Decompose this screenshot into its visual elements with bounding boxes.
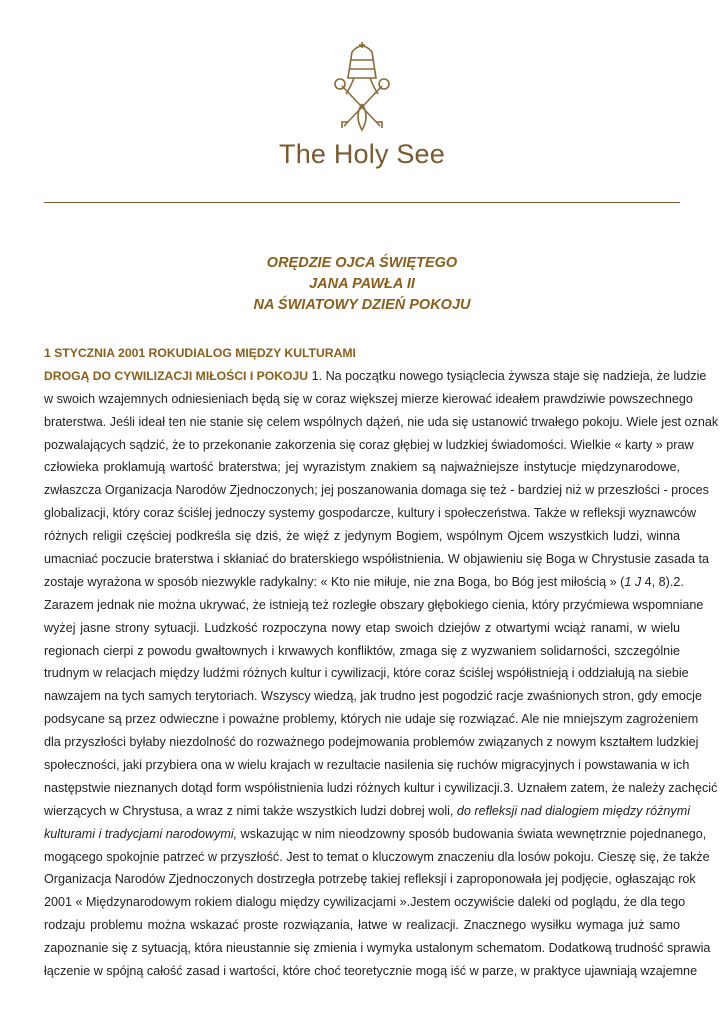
body-line: dla przyszłości byłaby niezdolność do rozważnego podejmowania problemów związanych z nowym kształtem ludzkiej bbox=[44, 735, 699, 750]
body-line: regionach cierpi z powodu gwałtownych i krwawych konfliktów, zmaga się z wyzwaniem solidarności, szczególnie bbox=[44, 643, 680, 658]
document-heading bbox=[0, 253, 724, 316]
body-line: pozwalających sądzić, że to przekonanie zakorzenia się coraz głębiej w ludzkiej świadomości. Wielkie « karty » praw bbox=[44, 437, 694, 452]
document-body bbox=[44, 342, 719, 983]
papal-coat-of-arms-icon bbox=[324, 42, 400, 134]
body-line: zostaje wyrażona w sposób niezwykle radykalny: « Kto nie miłuje, nie zna Boga, bo Bóg jest miłością » (1 J 4, 8).2. bbox=[44, 574, 684, 589]
body-line: DROGĄ DO CYWILIZACJI MIŁOŚCI I POKOJU 1. Na początku nowego tysiąclecia żywsza staje się nadzieja, że ludzie bbox=[44, 368, 707, 383]
header-divider bbox=[44, 202, 680, 203]
body-line: wierzących w Chrystusa, a wraz z nimi także wszystkich ludzi dobrej woli, do refleksji nad dialogiem między różnymi bbox=[44, 803, 691, 818]
body-line: następstwie nieznanych dotąd form współistnienia ludzi różnych kultur i cywilizacji.3. Uznałem zatem, że należy zachęcić bbox=[44, 780, 718, 795]
site-title[interactable]: The Holy See bbox=[279, 139, 445, 169]
heading-line-2: JANA PAWŁA II bbox=[309, 276, 415, 292]
bible-reference: 1 J bbox=[624, 574, 642, 589]
body-line: człowieka proklamują wartość braterstwa; jej wyrazistym znakiem są najważniejsze instytucje międzynarodowe, bbox=[44, 460, 680, 475]
body-line: trudnym w relacjach między ludźmi różnych kultur i cywilizacji, które coraz ściślej współistnieją i oddziałują na siebie bbox=[44, 666, 689, 681]
body-line: zapoznanie się z sytuacją, która nieustannie się zmienia i wymyka ustalonym schematom. Dodatkową trudność sprawia bbox=[44, 941, 711, 956]
heading-line-1: ORĘDZIE OJCA ŚWIĘTEGO bbox=[266, 255, 458, 271]
body-line: braterstwa. Jeśli ideał ten nie stanie się celem wspólnych dążeń, nie uda się ustanowić trwałego pokoju. Wiele jest oznak bbox=[44, 414, 719, 429]
body-line: łączenie w spójną całość zasad i wartości, które choć teoretycznie mogą iść w parze, w praktyce ujawniają wzajemne bbox=[44, 964, 698, 979]
heading-line-3: NA ŚWIATOWY DZIEŃ POKOJU bbox=[253, 297, 471, 313]
document-subtitle: DROGĄ DO CYWILIZACJI MIŁOŚCI I POKOJU bbox=[44, 368, 309, 383]
body-line: mogącego spokojnie patrzeć w przyszłość. Jest to temat o kluczowym znaczeniu dla losów pokoju. Cieszę się, że także bbox=[44, 849, 710, 864]
body-line: nawzajem na tych samych terytoriach. Wszyscy wiedzą, jak trudno jest pogodzić racje zwaśnionych stron, gdy emocje bbox=[44, 689, 702, 704]
body-line: umacniać poczucie braterstwa i skłaniać do braterskiego współistnienia. W objawieniu się Boga w Chrystusie zasada ta bbox=[44, 552, 709, 567]
date-heading: 1 STYCZNIA 2001 ROKUDIALOG MIĘDZY KULTURAMI bbox=[44, 346, 356, 360]
body-line: różnych religii częściej podkreśla się dziś, że więź z jedynym Bogiem, wspólnym Ojcem wszystkich ludzi, winna bbox=[44, 529, 680, 544]
body-line: zwłaszcza Organizacja Narodów Zjednoczonych; jej poszanowania domaga się też - bardziej niż w przeszłości - proces bbox=[44, 483, 709, 498]
body-line: wyżej jasne strony sytuacji. Ludzkość rozpoczyna nowy etap swoich dziejów z otwartymi wciąż ranami, w wielu bbox=[44, 620, 680, 635]
body-line: Zarazem jednak nie można ukrywać, że istnieją też rozległe obszary głębokiego cienia, który przyćmiewa wspomniane bbox=[44, 597, 704, 612]
body-line: globalizacji, który coraz ściślej jednoczy systemy gospodarcze, kultury i społeczeństwa. Także w refleksji wyznawców bbox=[44, 506, 697, 521]
emphasis-text: kulturami i tradycjami narodowymi, bbox=[44, 826, 238, 841]
body-line: w swoich wzajemnych odniesieniach będą się w coraz większej mierze kierować ideałem prawdziwie powszechnego bbox=[44, 391, 693, 406]
body-line: kulturami i tradycjami narodowymi, wskazując w nim nieodzowny sposób budowania świata wewnętrznie pojednanego, bbox=[44, 826, 707, 841]
body-line: rodzaju problemu można wskazać proste rozwiązania, łatwe w realizacji. Znacznego wysiłku wymaga już samo bbox=[44, 918, 680, 933]
body-line: podsycane są przez odwieczne i poważne problemy, których nie udaje się rozwiązać. Ale nie mniejszym zagrożeniem bbox=[44, 712, 699, 727]
body-line: społeczności, jaki przybiera ona w wielu krajach w rezultacie nasilenia się ruchów migracyjnych i powstawania w ich bbox=[44, 758, 690, 773]
body-line: Organizacja Narodów Zjednoczonych dostrzegła potrzebę takiej refleksji i zaproponowała jej podjęcie, ogłaszając rok bbox=[44, 872, 696, 887]
body-line: 2001 « Międzynarodowym rokiem dialogu między cywilizacjami ».Jestem oczywiście daleki od poglądu, że dla tego bbox=[44, 895, 686, 910]
emphasis-text: do refleksji nad dialogiem między różnymi bbox=[456, 803, 691, 818]
